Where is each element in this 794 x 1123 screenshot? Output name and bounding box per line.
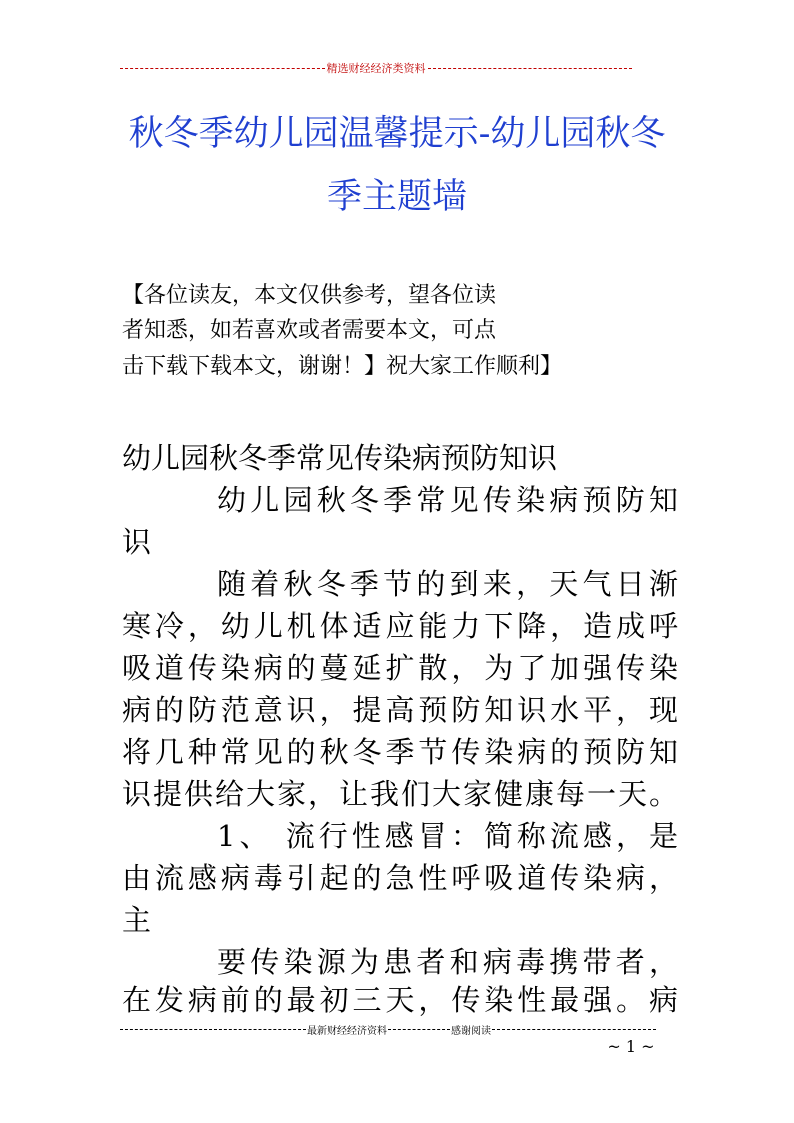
footer-left-text: 最新财经经济资料	[307, 1025, 387, 1037]
paragraph-1-line-6: 识提供给大家，让我们大家健康每一天。	[122, 777, 678, 811]
footer-divider-left	[120, 1029, 306, 1030]
footer-right-text: 感谢阅读	[451, 1025, 491, 1037]
header-divider-right	[428, 68, 633, 69]
paragraph-1-line-3: 吸道传染病的蔓延扩散，为了加强传染	[122, 651, 678, 685]
paragraph-1-line-4: 病的防范意识，提高预防知识水平，现	[122, 693, 678, 727]
page-footer	[120, 1022, 656, 1036]
document-title-line-1: 秋冬季幼儿园温馨提示-幼儿园秋冬	[128, 114, 666, 154]
footer-divider-middle	[388, 1029, 450, 1030]
paragraph-1-line-5: 将几种常见的秋冬季节传染病的预防知	[122, 735, 678, 769]
paragraph-3-line-1: 要传染源为患者和病毒携带者，	[217, 945, 678, 979]
paragraph-2-line-1: 1、 流行性感冒：简称流感，是	[217, 819, 678, 853]
page-number: ~ 1 ~	[607, 1037, 655, 1056]
header-divider-left	[120, 68, 325, 69]
paragraph-1-line-1: 随着秋冬季节的到来，天气日渐	[217, 567, 678, 601]
subheading-line-1: 幼儿园秋冬季常见传染病预防知	[217, 483, 678, 517]
document-title-line-2: 季主题墙	[326, 177, 467, 217]
footer-divider-right	[492, 1029, 656, 1030]
subheading-line-2: 识	[122, 525, 152, 559]
paragraph-2-line-3: 主	[122, 903, 152, 937]
paragraph-3-line-2: 在发病前的最初三天，传染性最强。病	[122, 983, 678, 1017]
paragraph-1-line-2: 寒冷，幼儿机体适应能力下降，造成呼	[122, 609, 678, 643]
header-text: 精选财经经济类资料	[326, 62, 426, 75]
paragraph-2-line-2: 由流感病毒引起的急性呼吸道传染病，	[122, 861, 678, 895]
notice-line-3: 击下载下载本文，谢谢！】祝大家工作顺利】	[122, 354, 563, 379]
notice-line-2: 者知悉，如若喜欢或者需要本文，可点	[122, 318, 497, 343]
page-header	[120, 60, 632, 76]
section-heading: 幼儿园秋冬季常见传染病预防知识	[122, 441, 558, 475]
notice-line-1: 【各位读友，本文仅供参考，望各位读	[122, 283, 497, 308]
